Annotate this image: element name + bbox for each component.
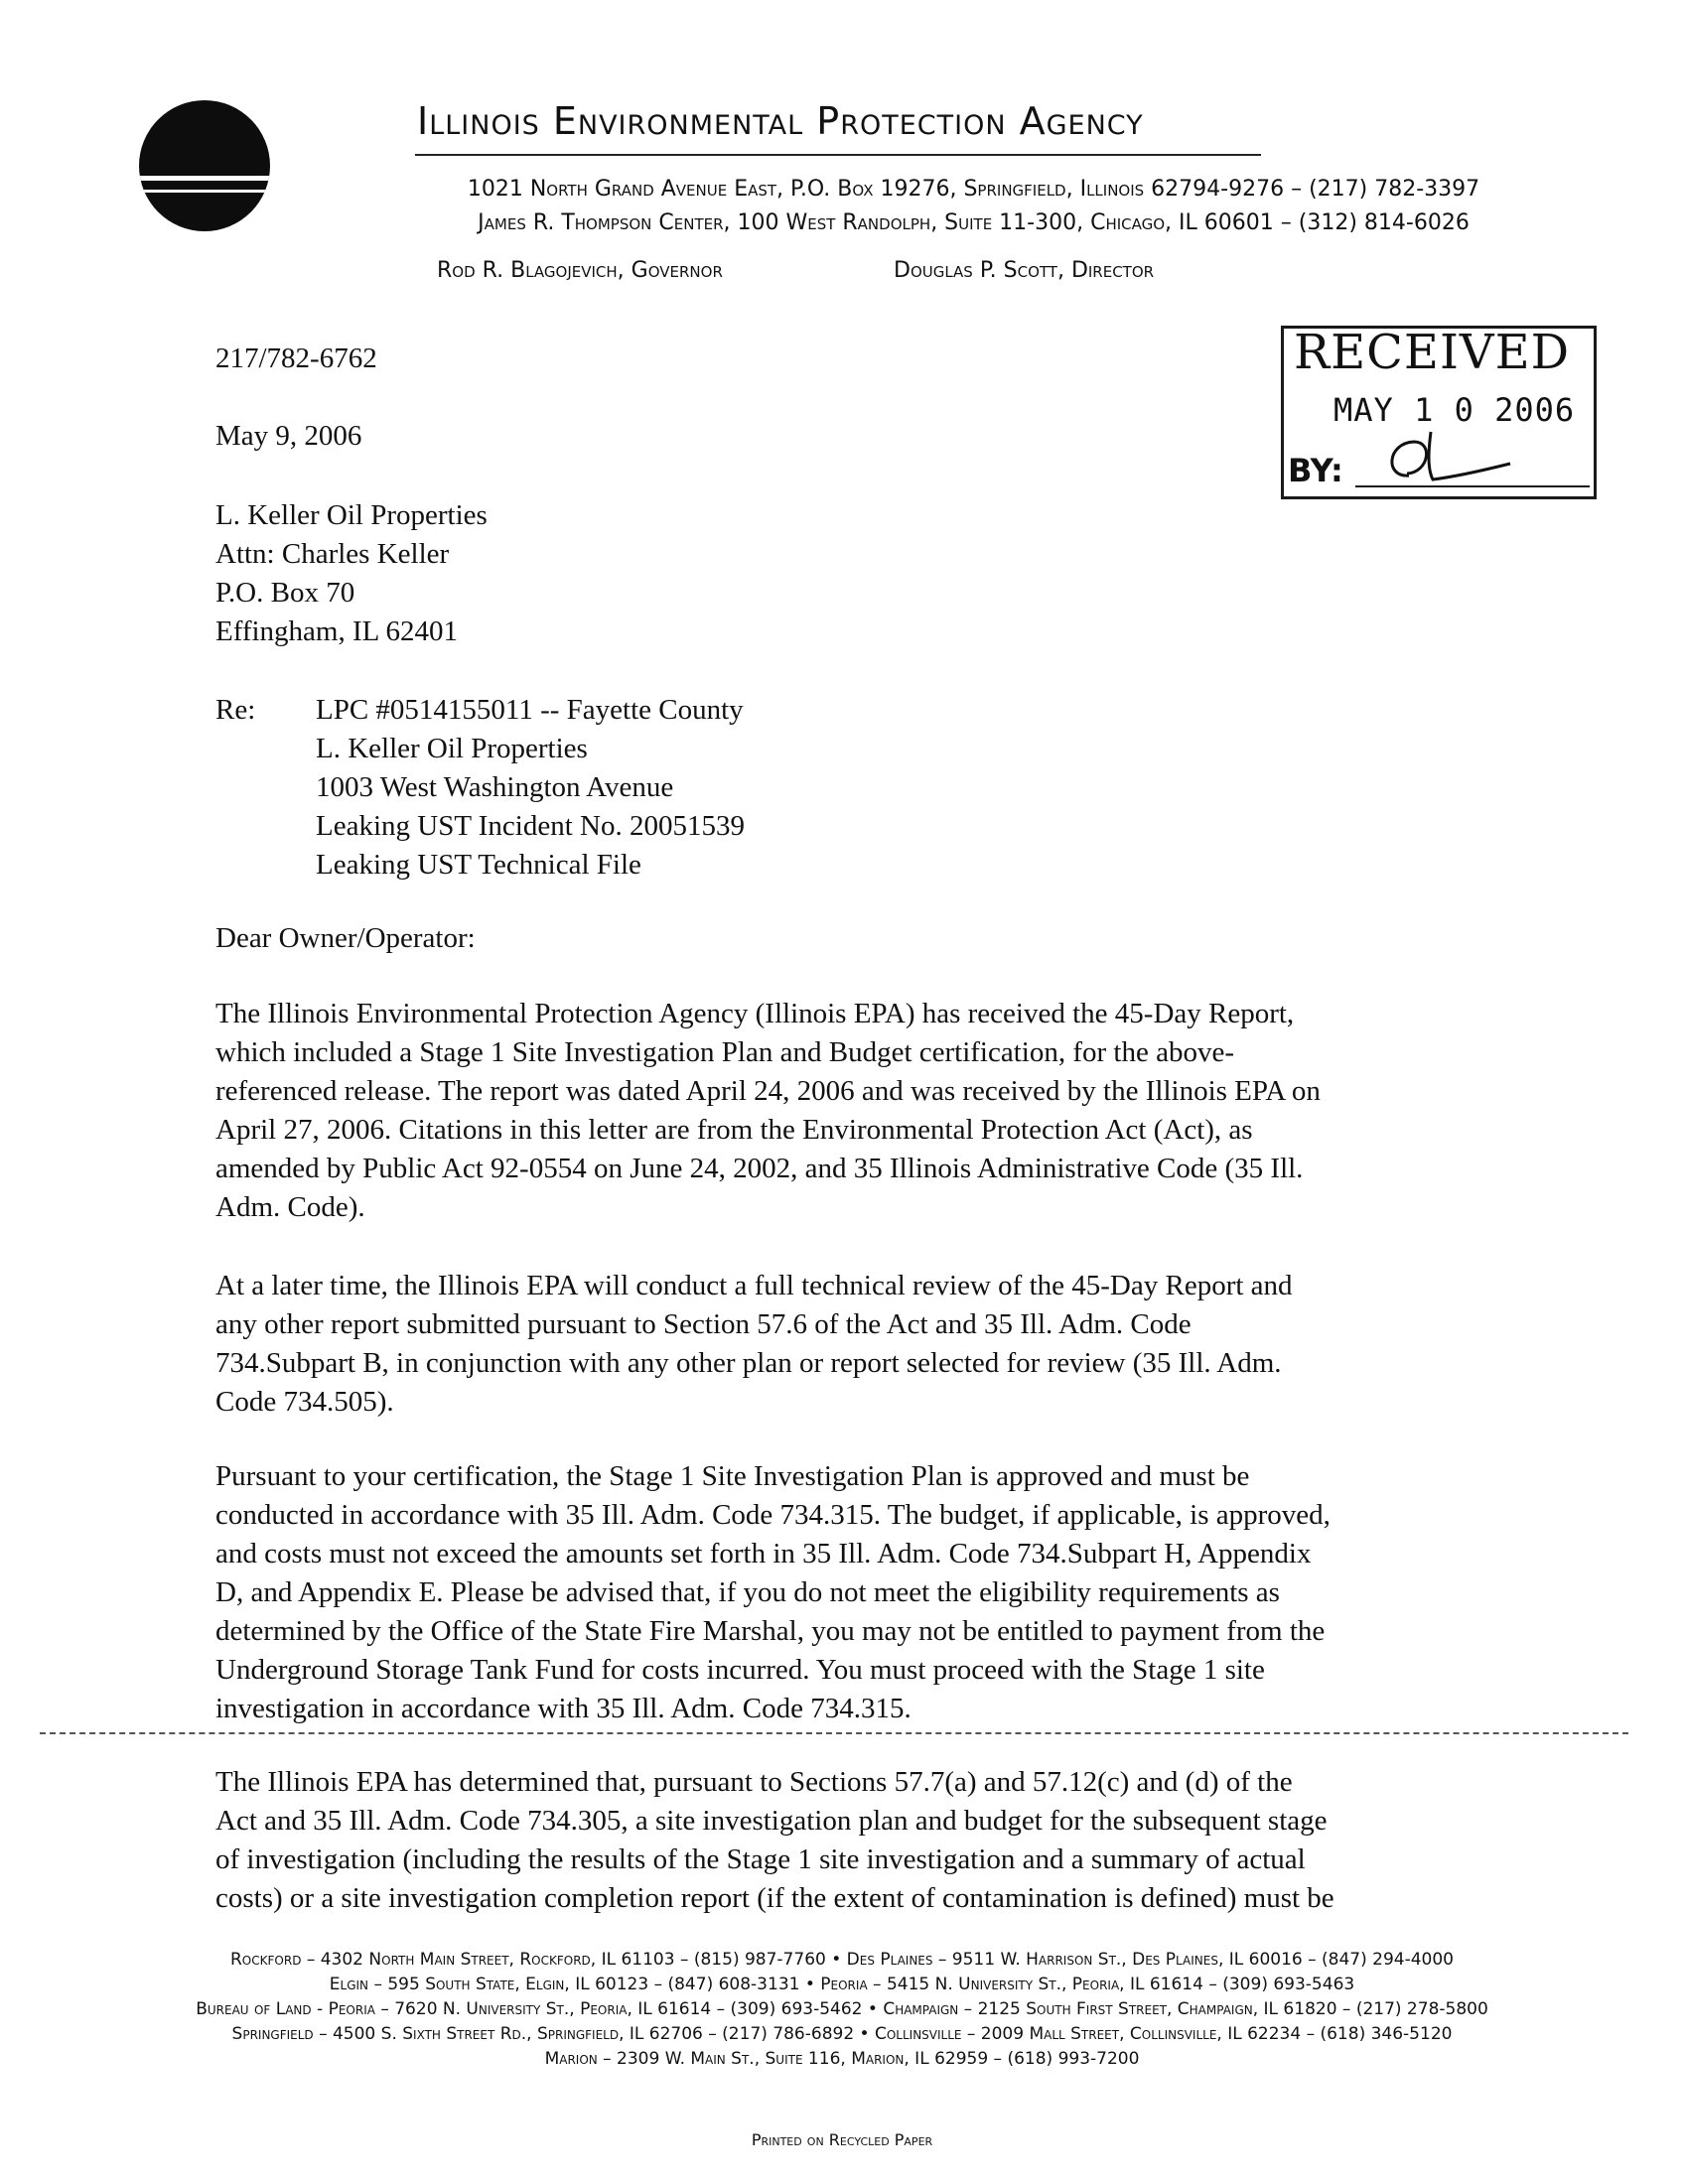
recycled-paper-notice: Printed on Recycled Paper [751,2130,933,2149]
stamp-title: RECEIVED [1294,325,1571,380]
agency-name: Illinois Environmental Protection Agency [417,99,1144,143]
paragraph-line: costs) or a site investigation completion report (if the extent of contamination is defined) must be [215,1882,1334,1914]
paragraph-line: At a later time, the Illinois EPA will conduct a full technical review of the 45-Day Report and [215,1270,1293,1301]
stamp-by-label: BY: [1288,452,1343,489]
footer-line: Springfield – 4500 S. Sixth Street Rd., Springfield, IL 62706 – (217) 786-6892 • Collinsville – 2009 Mall Street, Collinsville, IL 62234 – (618) 346-5120 [231,2024,1453,2044]
paragraph-line: determined by the Office of the State Fire Marshal, you may not be entitled to payment from the [215,1615,1326,1647]
paragraph-line: D, and Appendix E. Please be advised that, if you do not meet the eligibility requirements as [215,1576,1280,1608]
paragraph-line: and costs must not exceed the amounts set forth in 35 Ill. Adm. Code 734.Subpart H, Appendix [215,1538,1312,1570]
paragraph-line: conducted in accordance with 35 Ill. Adm. Code 734.315. The budget, if applicable, is approved, [215,1499,1331,1531]
paragraph-line: any other report submitted pursuant to Section 57.6 of the Act and 35 Ill. Adm. Code [215,1308,1192,1340]
paragraph-line: Code 734.505). [215,1386,394,1418]
stamp-date: MAY 1 0 2006 [1333,391,1576,429]
re-line: LPC #0514155011 -- Fayette County [316,694,744,726]
paragraph-line: The Illinois Environmental Protection Agency (Illinois EPA) has received the 45-Day Report, [215,998,1295,1029]
paragraph-line: The Illinois EPA has determined that, pursuant to Sections 57.7(a) and 57.12(c) and (d) of the [215,1766,1293,1798]
paragraph-line: 734.Subpart B, in conjunction with any other plan or report selected for review (35 Ill. Adm. [215,1347,1282,1379]
recipient-line: L. Keller Oil Properties [215,499,488,531]
footer-line: Rockford – 4302 North Main Street, Rockford, IL 61103 – (815) 987-7760 • Des Plaines – 9511 W. Harrison St., Des Plaines, IL 60016 – (847) 294-4000 [230,1950,1454,1970]
re-line: Leaking UST Technical File [316,849,641,881]
re-block [316,691,745,885]
stamp-initials-signature [1379,428,1518,487]
body-paragraph-1 [215,995,1486,1227]
body-paragraph-2 [215,1267,1486,1422]
paragraph-line: Act and 35 Ill. Adm. Code 734.305, a site investigation plan and budget for the subsequent stage [215,1805,1328,1837]
agency-address-springfield: 1021 North Grand Avenue East, P.O. Box 19276, Springfield, Illinois 62794-9276 – (217) 782-3397 [467,177,1480,202]
letter-date: May 9, 2006 [215,420,362,452]
body-paragraph-4 [215,1763,1486,1918]
governor-name: Rod R. Blagojevich, Governor [437,258,723,283]
paragraph-line: investigation in accordance with 35 Ill. Adm. Code 734.315. [215,1693,912,1724]
recipient-line: Effingham, IL 62401 [215,615,459,647]
paragraph-line: which included a Stage 1 Site Investigation Plan and Budget certification, for the above- [215,1036,1234,1068]
letterhead-rule [415,154,1261,156]
paragraph-line: Underground Storage Tank Fund for costs incurred. You must proceed with the Stage 1 site [215,1654,1265,1686]
recipient-address [215,496,488,651]
re-line: Leaking UST Incident No. 20051539 [316,810,745,842]
agency-address-chicago: James R. Thompson Center, 100 West Randolph, Suite 11-300, Chicago, IL 60601 – (312) 814-6026 [478,210,1470,235]
paragraph-line: Pursuant to your certification, the Stage 1 Site Investigation Plan is approved and must be [215,1460,1250,1492]
footer-line: Elgin – 595 South State, Elgin, IL 60123 – (847) 608-3131 • Peoria – 5415 N. University St., Peoria, IL 61614 – (309) 693-5463 [329,1975,1355,1994]
recipient-line: Attn: Charles Keller [215,538,450,570]
re-line: 1003 West Washington Avenue [316,771,674,803]
director-name: Douglas P. Scott, Director [894,258,1155,283]
body-paragraph-3 [215,1457,1486,1728]
paragraph-line: April 27, 2006. Citations in this letter are from the Environmental Protection Act (Act), as [215,1114,1253,1146]
salutation: Dear Owner/Operator: [215,922,476,954]
footer-line: Marion – 2309 W. Main St., Suite 116, Marion, IL 62959 – (618) 993-7200 [544,2049,1140,2069]
re-line: L. Keller Oil Properties [316,733,588,764]
recipient-line: P.O. Box 70 [215,577,355,609]
paragraph-line: Adm. Code). [215,1191,365,1223]
fold-line [40,1732,1628,1734]
paragraph-line: amended by Public Act 92-0554 on June 24, 2002, and 35 Illinois Administrative Code (35 Ill. [215,1153,1304,1184]
footer-line: Bureau of Land - Peoria – 7620 N. University St., Peoria, IL 61614 – (309) 693-5462 • Champaign – 2125 South First Street, Champaign, IL 61820 – (217) 278-5800 [196,1999,1488,2019]
phone-number: 217/782-6762 [215,342,377,374]
paragraph-line: referenced release. The report was dated April 24, 2006 and was received by the Illinois EPA on [215,1075,1321,1107]
re-label: Re: [215,694,256,726]
received-stamp [1281,326,1597,499]
office-addresses-footer [0,1948,1684,2072]
paragraph-line: of investigation (including the results of the Stage 1 site investigation and a summary of actual [215,1843,1306,1875]
